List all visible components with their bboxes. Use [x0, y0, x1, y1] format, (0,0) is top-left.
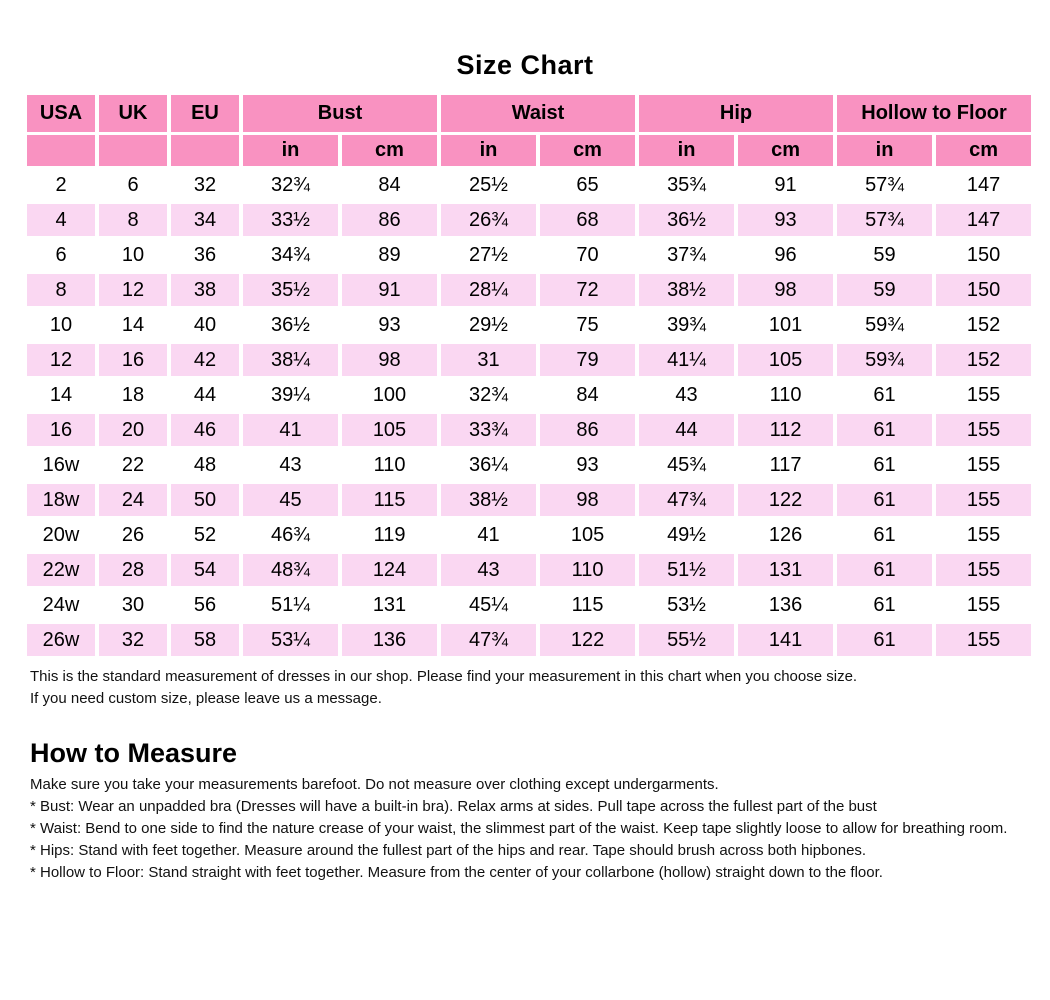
table-cell: 40	[171, 309, 239, 341]
column-header-usa: USA	[27, 95, 95, 132]
header-group-row	[27, 95, 1031, 132]
table-cell: 96	[738, 239, 833, 271]
table-cell: 61	[837, 414, 932, 446]
table-cell: 68	[540, 204, 635, 236]
column-header-hip: Hip	[639, 95, 833, 132]
table-cell: 30	[99, 589, 167, 621]
table-cell: 26¾	[441, 204, 536, 236]
table-cell: 36½	[243, 309, 338, 341]
table-row	[27, 344, 1031, 376]
table-row	[27, 379, 1031, 411]
table-cell: 155	[936, 589, 1031, 621]
table-cell: 136	[342, 624, 437, 656]
table-cell: 110	[738, 379, 833, 411]
table-row	[27, 519, 1031, 551]
table-cell: 6	[27, 239, 95, 271]
column-header-bust: Bust	[243, 95, 437, 132]
table-row	[27, 449, 1031, 481]
table-cell: 26	[99, 519, 167, 551]
table-cell: 65	[540, 169, 635, 201]
table-row	[27, 239, 1031, 271]
table-cell: 20	[99, 414, 167, 446]
table-cell: 101	[738, 309, 833, 341]
table-cell: 26w	[27, 624, 95, 656]
table-row	[27, 414, 1031, 446]
table-row	[27, 309, 1031, 341]
table-cell: 105	[540, 519, 635, 551]
table-row	[27, 204, 1031, 236]
table-cell: 33¾	[441, 414, 536, 446]
table-cell: 51¼	[243, 589, 338, 621]
table-cell: 48¾	[243, 554, 338, 586]
table-cell: 155	[936, 414, 1031, 446]
measure-instruction: * Bust: Wear an unpadded bra (Dresses will have a built-in bra). Relax arms at sides. Pull tape across the fullest part of the bust	[30, 798, 877, 815]
table-cell: 42	[171, 344, 239, 376]
table-cell: 43	[243, 449, 338, 481]
table-cell: 28	[99, 554, 167, 586]
table-cell: 115	[540, 589, 635, 621]
unit-header-in: in	[639, 135, 734, 166]
unit-header-cm: cm	[738, 135, 833, 166]
size-chart-table	[23, 92, 1035, 659]
how-to-measure-section	[30, 774, 1035, 884]
table-cell: 46	[171, 414, 239, 446]
table-cell: 18	[99, 379, 167, 411]
table-cell: 141	[738, 624, 833, 656]
table-cell: 59¾	[837, 309, 932, 341]
table-cell: 98	[738, 274, 833, 306]
table-cell: 18w	[27, 484, 95, 516]
table-cell: 8	[27, 274, 95, 306]
table-cell: 24	[99, 484, 167, 516]
table-cell: 105	[342, 414, 437, 446]
table-cell: 43	[441, 554, 536, 586]
table-cell: 47¾	[441, 624, 536, 656]
note-line-2: If you need custom size, please leave us a message.	[30, 690, 382, 707]
unit-header-in: in	[441, 135, 536, 166]
table-row	[27, 554, 1031, 586]
standard-measurement-notes	[30, 666, 1035, 710]
table-cell: 44	[639, 414, 734, 446]
table-row	[27, 589, 1031, 621]
how-to-measure-heading: How to Measure	[30, 738, 238, 768]
table-cell: 93	[342, 309, 437, 341]
table-cell: 147	[936, 169, 1031, 201]
table-cell: 34	[171, 204, 239, 236]
measure-intro: Make sure you take your measurements barefoot. Do not measure over clothing except undergarments.	[30, 776, 719, 793]
table-cell: 86	[540, 414, 635, 446]
table-cell: 98	[342, 344, 437, 376]
table-cell: 53¼	[243, 624, 338, 656]
table-cell: 53½	[639, 589, 734, 621]
table-cell: 119	[342, 519, 437, 551]
table-cell: 57¾	[837, 204, 932, 236]
table-cell: 155	[936, 624, 1031, 656]
table-cell: 155	[936, 449, 1031, 481]
table-cell: 10	[27, 309, 95, 341]
table-cell: 31	[441, 344, 536, 376]
table-cell: 155	[936, 484, 1031, 516]
table-cell: 122	[738, 484, 833, 516]
table-row	[27, 624, 1031, 656]
table-cell: 115	[342, 484, 437, 516]
table-cell: 110	[342, 449, 437, 481]
table-cell: 12	[99, 274, 167, 306]
table-cell: 105	[738, 344, 833, 376]
unit-header-empty	[171, 135, 239, 166]
table-cell: 155	[936, 554, 1031, 586]
measure-instruction: * Waist: Bend to one side to find the nature crease of your waist, the slimmest part of the waist. Keep tape slightly loose to allow for breathing room.	[30, 820, 1008, 837]
table-cell: 22	[99, 449, 167, 481]
table-cell: 41¼	[639, 344, 734, 376]
table-row	[27, 169, 1031, 201]
table-cell: 155	[936, 379, 1031, 411]
table-cell: 38½	[441, 484, 536, 516]
table-cell: 45¾	[639, 449, 734, 481]
table-cell: 61	[837, 589, 932, 621]
page-title: Size Chart	[456, 50, 594, 80]
measure-instruction-list	[30, 796, 1035, 884]
table-cell: 124	[342, 554, 437, 586]
table-cell: 131	[738, 554, 833, 586]
table-cell: 100	[342, 379, 437, 411]
table-cell: 37¾	[639, 239, 734, 271]
table-body	[27, 169, 1031, 656]
table-cell: 57¾	[837, 169, 932, 201]
table-cell: 38½	[639, 274, 734, 306]
table-cell: 61	[837, 554, 932, 586]
table-cell: 58	[171, 624, 239, 656]
table-cell: 75	[540, 309, 635, 341]
table-cell: 14	[27, 379, 95, 411]
table-cell: 79	[540, 344, 635, 376]
table-cell: 12	[27, 344, 95, 376]
table-cell: 70	[540, 239, 635, 271]
table-cell: 16	[99, 344, 167, 376]
table-cell: 39¼	[243, 379, 338, 411]
table-cell: 25½	[441, 169, 536, 201]
table-cell: 14	[99, 309, 167, 341]
column-header-hollow-to-floor: Hollow to Floor	[837, 95, 1031, 132]
table-cell: 55½	[639, 624, 734, 656]
table-cell: 44	[171, 379, 239, 411]
unit-header-cm: cm	[342, 135, 437, 166]
table-cell: 46¾	[243, 519, 338, 551]
table-cell: 4	[27, 204, 95, 236]
table-cell: 131	[342, 589, 437, 621]
table-cell: 36	[171, 239, 239, 271]
table-cell: 86	[342, 204, 437, 236]
table-cell: 35¾	[639, 169, 734, 201]
table-cell: 56	[171, 589, 239, 621]
table-cell: 136	[738, 589, 833, 621]
table-cell: 72	[540, 274, 635, 306]
table-cell: 61	[837, 449, 932, 481]
table-cell: 61	[837, 484, 932, 516]
table-cell: 91	[342, 274, 437, 306]
table-cell: 28¼	[441, 274, 536, 306]
table-cell: 34¾	[243, 239, 338, 271]
table-cell: 6	[99, 169, 167, 201]
table-cell: 47¾	[639, 484, 734, 516]
table-cell: 61	[837, 624, 932, 656]
table-cell: 24w	[27, 589, 95, 621]
table-cell: 33½	[243, 204, 338, 236]
table-cell: 16w	[27, 449, 95, 481]
table-cell: 150	[936, 274, 1031, 306]
table-cell: 61	[837, 379, 932, 411]
table-cell: 16	[27, 414, 95, 446]
table-cell: 117	[738, 449, 833, 481]
table-cell: 27½	[441, 239, 536, 271]
table-cell: 98	[540, 484, 635, 516]
table-cell: 49½	[639, 519, 734, 551]
unit-header-cm: cm	[936, 135, 1031, 166]
table-cell: 43	[639, 379, 734, 411]
column-header-waist: Waist	[441, 95, 635, 132]
table-cell: 89	[342, 239, 437, 271]
table-cell: 36¼	[441, 449, 536, 481]
table-cell: 45¼	[441, 589, 536, 621]
table-cell: 45	[243, 484, 338, 516]
table-cell: 32	[171, 169, 239, 201]
table-cell: 48	[171, 449, 239, 481]
table-cell: 32¾	[243, 169, 338, 201]
table-cell: 50	[171, 484, 239, 516]
table-cell: 2	[27, 169, 95, 201]
table-cell: 22w	[27, 554, 95, 586]
table-cell: 150	[936, 239, 1031, 271]
table-cell: 38	[171, 274, 239, 306]
table-cell: 147	[936, 204, 1031, 236]
table-cell: 51½	[639, 554, 734, 586]
table-cell: 59	[837, 274, 932, 306]
table-cell: 32	[99, 624, 167, 656]
table-cell: 8	[99, 204, 167, 236]
unit-header-empty	[27, 135, 95, 166]
table-cell: 84	[540, 379, 635, 411]
table-cell: 112	[738, 414, 833, 446]
table-cell: 84	[342, 169, 437, 201]
table-cell: 126	[738, 519, 833, 551]
note-line-1: This is the standard measurement of dresses in our shop. Please find your measurement in this chart when you choose size.	[30, 668, 858, 685]
table-cell: 29½	[441, 309, 536, 341]
table-cell: 32¾	[441, 379, 536, 411]
table-cell: 59	[837, 239, 932, 271]
table-cell: 122	[540, 624, 635, 656]
table-cell: 38¼	[243, 344, 338, 376]
table-cell: 41	[243, 414, 338, 446]
table-cell: 59¾	[837, 344, 932, 376]
table-row	[27, 484, 1031, 516]
table-cell: 35½	[243, 274, 338, 306]
table-row	[27, 274, 1031, 306]
unit-header-in: in	[837, 135, 932, 166]
table-cell: 54	[171, 554, 239, 586]
table-cell: 39¾	[639, 309, 734, 341]
unit-header-empty	[99, 135, 167, 166]
column-header-uk: UK	[99, 95, 167, 132]
table-cell: 152	[936, 309, 1031, 341]
table-cell: 36½	[639, 204, 734, 236]
table-cell: 41	[441, 519, 536, 551]
table-header	[27, 95, 1031, 166]
table-cell: 52	[171, 519, 239, 551]
table-cell: 155	[936, 519, 1031, 551]
header-unit-row	[27, 135, 1031, 166]
unit-header-in: in	[243, 135, 338, 166]
table-cell: 10	[99, 239, 167, 271]
measure-instruction: * Hollow to Floor: Stand straight with feet together. Measure from the center of your collarbone (hollow) straight down to the floor.	[30, 864, 883, 881]
unit-header-cm: cm	[540, 135, 635, 166]
table-cell: 61	[837, 519, 932, 551]
measure-instruction: * Hips: Stand with feet together. Measure around the fullest part of the hips and rear. Tape should brush across both hipbones.	[30, 842, 867, 859]
table-cell: 20w	[27, 519, 95, 551]
column-header-eu: EU	[171, 95, 239, 132]
table-cell: 110	[540, 554, 635, 586]
table-cell: 91	[738, 169, 833, 201]
table-cell: 93	[738, 204, 833, 236]
table-cell: 93	[540, 449, 635, 481]
table-cell: 152	[936, 344, 1031, 376]
